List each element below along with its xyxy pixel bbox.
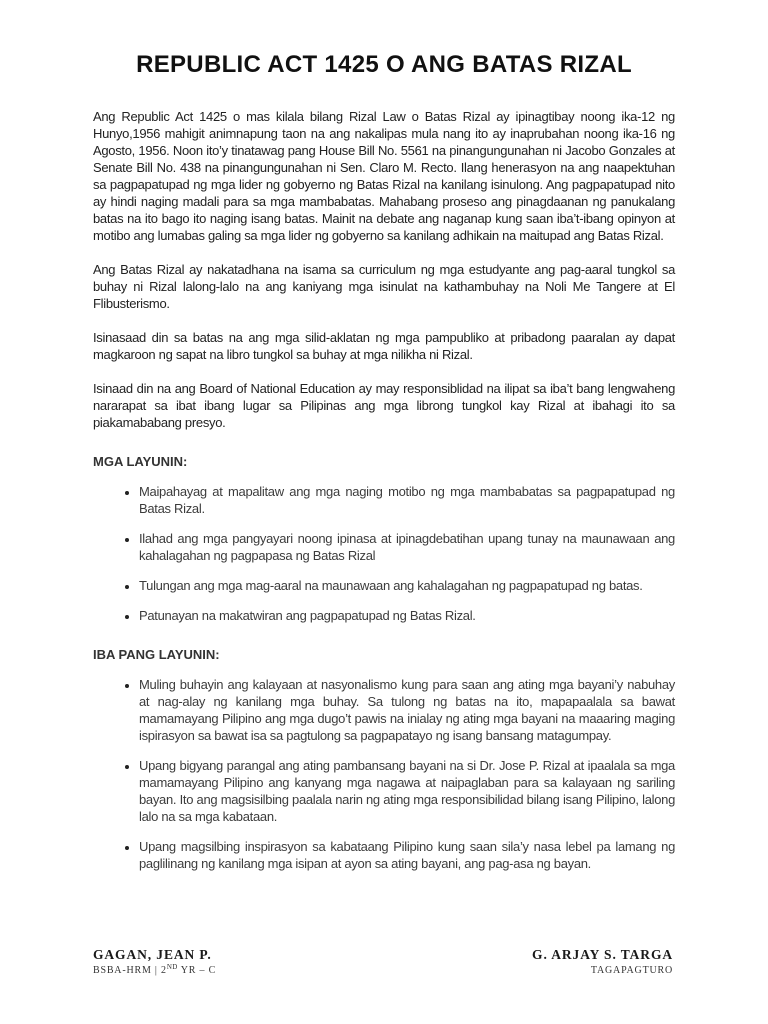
body-paragraph: Ang Republic Act 1425 o mas kilala bilang Rizal Law o Batas Rizal ay ipinagtibay noong ika-12 ng Hunyo,1956 mahigit animnapung taon na ang nakalipas mula nang ito ay inaprubahan noong ika-16 ng Agosto, 1956. Noon ito’y tinatawag pang House Bill No. 5561 na pinangungunahan ni Jacobo Gonzales at Senate Bill No. 438 na pinangungunahan ni Sen. Claro M. Recto. Ilang henerasyon na ang naapektuhan sa pagpapatupad ng mga lider ng gobyerno ng Batas Rizal na kanilang isinulong. Ang pagpapatupad nito ay hindi naging madali para sa mga mambabatas. Mahabang proseso ang pinagdaanan ng panukalang batas na ito bago ito naging isang batas. Mainit na debate ang naganap kung saan iba’t-ibang opinyon at motibo ang lumabas galing sa mga lider ng gobyerno sa kanilang adhikain na maitupad ang Batas Rizal. xyxy=(93,109,675,243)
course-superscript: ND xyxy=(166,963,178,971)
objective-item: • Maipahayag at mapalitaw ang mga naging motibo ng mga mambabatas sa pagpapatupad ng Batas Rizal. xyxy=(139,483,675,517)
objectives-list xyxy=(93,483,675,624)
footer-student xyxy=(93,946,216,978)
other-objectives-heading: IBA PANG LAYUNIN: xyxy=(93,647,220,662)
other-objective-item: • Upang magsilbing inspirasyon sa kabataang Pilipino kung saan sila’y nasa lebel pa lamang ng paglilinang ng kanilang mga isipan at ayon sa ating bayani, ang pag-asa ng bayan. xyxy=(139,838,675,872)
student-name: GAGAN, JEAN P. xyxy=(93,947,212,962)
body-paragraph: Ang Batas Rizal ay nakatadhana na isama sa curriculum ng mga estudyante ang pag-aaral tungkol sa buhay ni Rizal lalong-lalo na ang kaniyang mga isinulat na kathambuhay na Noli Me Tangere at El Flibusterismo. xyxy=(93,262,675,311)
course-suffix: YR – C xyxy=(180,965,217,976)
teacher-name: G. ARJAY S. TARGA xyxy=(532,947,673,962)
objective-item: • Tulungan ang mga mag-aaral na maunawaan ang kahalagahan ng pagpapatupad ng batas. xyxy=(139,577,675,594)
body-paragraph: Isinasaad din sa batas na ang mga silid-aklatan ng mga pampubliko at pribadong paaralan ay dapat magkaroon ng sapat na libro tungkol sa buhay at mga nilikha ni Rizal. xyxy=(93,330,675,362)
objective-item: • Ilahad ang mga pangyayari noong ipinasa at ipinagdebatihan upang tunay na maunawaan ang kahalagahan ng pagpapasa ng Batas Rizal xyxy=(139,530,675,564)
document-title: REPUBLIC ACT 1425 O ANG BATAS RIZAL xyxy=(136,51,632,78)
footer-teacher xyxy=(532,946,673,978)
other-objective-item: • Muling buhayin ang kalayaan at nasyonalismo kung para saan ang ating mga bayani’y nabuhay at nag-alay ng kanilang mga buhay. Sa tulong ng batas na ito, mapapaalala sa bawat mamamayang Pilipino ang mga dugo’t pawis na inialay ng ating mga bayani na maaaring maging ispirasyon sa bawat isa sa pagtulong sa pagpapatayo ng isang bansang matagumpay. xyxy=(139,676,675,744)
body-paragraph: Isinaad din na ang Board of National Education ay may responsiblidad na ilipat sa iba’t bang lengwaheng nararapat sa ibat ibang lugar sa Pilipinas ang mga librong tungkol kay Rizal at ibahagi ito sa piakamababang presyo. xyxy=(93,381,675,430)
teacher-role: TAGAPAGTURO xyxy=(590,965,673,976)
course-prefix: BSBA-HRM | 2 xyxy=(93,965,167,976)
other-objectives-list xyxy=(93,676,675,872)
objectives-heading: MGA LAYUNIN: xyxy=(93,454,188,469)
other-objective-item: • Upang bigyang parangal ang ating pambansang bayani na si Dr. Jose P. Rizal at ipaalala sa mga mamamayang Pilipino ang kanyang mga nagawa at naipaglaban para sa kalayaan ng sariling bayan. Ito ang magsisilbing paalala narin ng ating mga responsibilidad bilang isang Pilipino, lalong lalo na sa mga kabataan. xyxy=(139,757,675,825)
document-body xyxy=(93,108,675,885)
student-course xyxy=(93,964,216,978)
objective-item: • Patunayan na makatwiran ang pagpapatupad ng Batas Rizal. xyxy=(139,607,675,624)
